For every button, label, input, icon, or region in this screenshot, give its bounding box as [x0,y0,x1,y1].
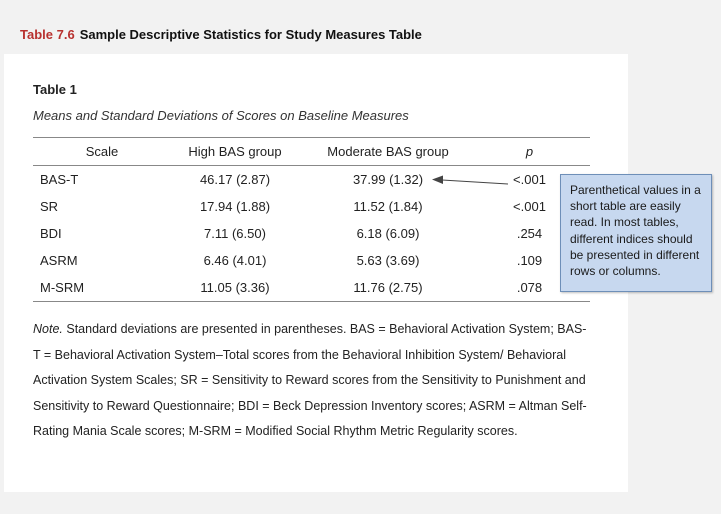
row-scale-cell: SR [40,199,59,214]
caption-number: Table 7.6 [20,27,75,42]
table-title: Means and Standard Deviations of Scores on Baseline Measures [33,108,409,123]
note-text: Standard deviations are presented in parentheses. BAS = Behavioral Activation System; BAS-T = Behavioral Activation System–Total scores from the Behavioral Inhibition System/ Behavioral Activation System Scales; SR = Sensitivity to Reward scores from the Sensitivity to Punishment and Sensitivity to Reward Questionnaire; BDI = Beck Depression Inventory scores; ASRM = Altman Self-Rating Mania Scale scores; M-SRM = Modified Social Rhythm Metric Regularity scores. [33,322,587,438]
row-scale-cell: BAS-T [40,172,79,187]
row-scale-cell: BDI [40,226,62,241]
header-p: p [525,144,534,159]
row-p-cell: .078 [516,280,543,295]
header-high-bas: High BAS group [188,144,282,159]
row-moderate-cell: 6.18 (6.09) [356,226,420,241]
row-scale-cell: ASRM [40,253,78,268]
row-moderate-cell: 11.52 (1.84) [353,199,423,214]
row-high-cell: 6.46 (4.01) [203,253,267,268]
row-p-cell: .109 [516,253,543,268]
row-high-cell: 7.11 (6.50) [204,226,266,241]
row-high-cell: 46.17 (2.87) [199,172,271,187]
row-high-cell: 17.94 (1.88) [199,199,271,214]
header-moderate-bas: Moderate BAS group [327,144,449,159]
note-label: Note. [33,322,63,336]
table-label: Table 1 [33,82,77,97]
row-scale-cell: M-SRM [40,280,85,295]
row-moderate-cell: 11.76 (2.75) [353,280,423,295]
callout-box: Parenthetical values in a short table are easily read. In most tables, different indices should be presented in different rows or columns. [560,174,712,292]
row-p-cell: .254 [516,226,543,241]
row-moderate-cell: 5.63 (3.69) [356,253,420,268]
row-p-cell: <.001 [513,199,546,214]
row-moderate-cell: 37.99 (1.32) [352,172,424,187]
row-high-cell: 11.05 (3.36) [200,280,270,295]
header-scale: Scale [85,144,119,159]
row-p-cell: <.001 [513,172,546,187]
caption-text: Sample Descriptive Statistics for Study Measures Table [79,27,422,42]
